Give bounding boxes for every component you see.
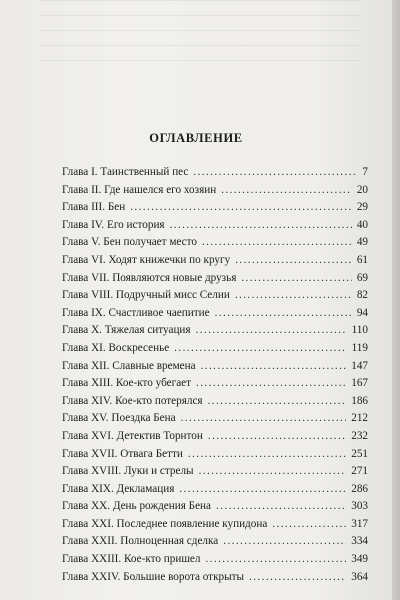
toc-chapter-title: Глава VIII. Подручный мисс Селии [62, 289, 230, 302]
dot-leader [235, 252, 352, 270]
toc-page-number: 251 [351, 447, 368, 460]
toc-chapter-title: Глава XV. Поездка Бена [62, 412, 176, 425]
dot-leader [199, 463, 347, 481]
toc-page-number: 212 [351, 412, 368, 425]
toc-chapter-title: Глава VII. Появляются новые друзья [62, 271, 237, 284]
toc-chapter-title: Глава I. Таинственный пес [62, 166, 189, 178]
dot-leader [193, 164, 357, 182]
toc-chapter-title: Глава XXI. Последнее появление купидона [62, 517, 268, 530]
dot-leader [249, 569, 346, 587]
toc-page-number: 29 [356, 201, 368, 214]
toc-chapter-title: Глава VI. Ходят книжечки по кругу [62, 253, 231, 266]
toc-chapter-title: Глава XVII. Отвага Бетти [62, 447, 183, 460]
toc-entry [62, 375, 368, 393]
toc-entry [62, 199, 368, 217]
toc-page-number: 334 [351, 535, 368, 548]
toc-entry [62, 305, 368, 323]
dot-leader [170, 217, 352, 235]
toc-page-number: 271 [351, 465, 368, 478]
toc-page-number: 7 [362, 166, 368, 178]
toc-chapter-title: Глава II. Где нашелся его хозяин [62, 183, 217, 196]
dot-leader [223, 533, 346, 551]
dot-leader [181, 410, 347, 428]
toc-entry [62, 516, 368, 534]
toc-entry [62, 481, 368, 499]
toc-entry [62, 270, 368, 288]
toc-page-number: 349 [351, 553, 368, 566]
dot-leader [179, 481, 346, 499]
toc-page-number: 119 [351, 341, 368, 354]
toc-entry [62, 234, 368, 252]
dot-leader [201, 358, 347, 376]
dot-leader [196, 375, 346, 393]
toc-entry [62, 340, 368, 358]
dot-leader [188, 446, 346, 464]
toc-entry [62, 410, 368, 428]
toc-entry [62, 358, 368, 376]
toc-page-number: 167 [351, 377, 368, 390]
toc-chapter-title: Глава XII. Славные времена [62, 359, 196, 372]
toc-entry [62, 252, 368, 270]
toc-entry [62, 498, 368, 516]
toc-chapter-title: Глава V. Бен получает место [62, 236, 197, 249]
toc-entry [62, 393, 368, 411]
show-through-text [40, 0, 360, 70]
table-of-contents [62, 164, 368, 586]
toc-entry [62, 463, 368, 481]
toc-page-number: 303 [351, 500, 368, 513]
toc-entry [62, 569, 368, 587]
dot-leader [215, 305, 352, 323]
toc-page-number: 364 [351, 570, 368, 583]
dot-leader [208, 428, 346, 446]
toc-page-number: 40 [356, 218, 368, 231]
toc-chapter-title: Глава XIII. Кое-кто убегает [62, 377, 192, 390]
toc-page-number: 186 [351, 394, 368, 407]
toc-chapter-title: Глава XIX. Декламация [62, 482, 175, 495]
toc-entry [62, 428, 368, 446]
toc-chapter-title: Глава III. Бен [62, 201, 126, 214]
toc-page-number: 110 [351, 324, 368, 337]
dot-leader [221, 182, 352, 200]
toc-entry [62, 164, 368, 182]
toc-entry [62, 551, 368, 569]
toc-page-number: 147 [351, 359, 368, 372]
toc-chapter-title: Глава XVIII. Луки и стрелы [62, 465, 194, 478]
dot-leader [272, 516, 346, 534]
dot-leader [196, 322, 347, 340]
toc-page-number: 61 [356, 253, 368, 266]
toc-entry [62, 446, 368, 464]
dot-leader [235, 287, 352, 305]
toc-page-number: 69 [356, 271, 368, 284]
dot-leader [208, 393, 347, 411]
dot-leader [216, 498, 346, 516]
toc-entry [62, 287, 368, 305]
dot-leader [174, 340, 346, 358]
dot-leader [205, 551, 346, 569]
toc-entry [62, 217, 368, 235]
toc-page-number: 20 [356, 183, 368, 196]
toc-chapter-title: Глава XX. День рождения Бена [62, 500, 211, 513]
toc-chapter-title: Глава XXIV. Большие ворота открыты [62, 570, 245, 583]
toc-page-number: 82 [356, 289, 368, 302]
toc-chapter-title: Глава XVI. Детектив Торнтон [62, 429, 203, 442]
toc-entry [62, 322, 368, 340]
toc-page-number: 94 [356, 306, 368, 319]
toc-chapter-title: Глава XI. Воскресенье [62, 341, 170, 354]
page-edge-shadow [392, 0, 400, 600]
dot-leader [130, 199, 352, 217]
toc-page-number: 286 [351, 482, 368, 495]
dot-leader [241, 270, 351, 288]
dot-leader [202, 234, 352, 252]
toc-chapter-title: Глава XIV. Кое-кто потерялся [62, 394, 203, 407]
toc-chapter-title: Глава XXII. Полноценная сделка [62, 535, 219, 548]
toc-page-number: 317 [351, 517, 368, 530]
page-title: ОГЛАВЛЕНИЕ [149, 131, 243, 145]
toc-page-number: 49 [356, 236, 368, 249]
toc-entry [62, 533, 368, 551]
toc-chapter-title: Глава XXIII. Кое-кто пришел [62, 553, 201, 566]
toc-chapter-title: Глава IX. Счастливое чаепитие [62, 306, 210, 319]
toc-chapter-title: Глава X. Тяжелая ситуация [62, 324, 191, 337]
toc-chapter-title: Глава IV. Его история [62, 218, 165, 231]
toc-page-number: 232 [351, 429, 368, 442]
toc-entry [62, 182, 368, 200]
